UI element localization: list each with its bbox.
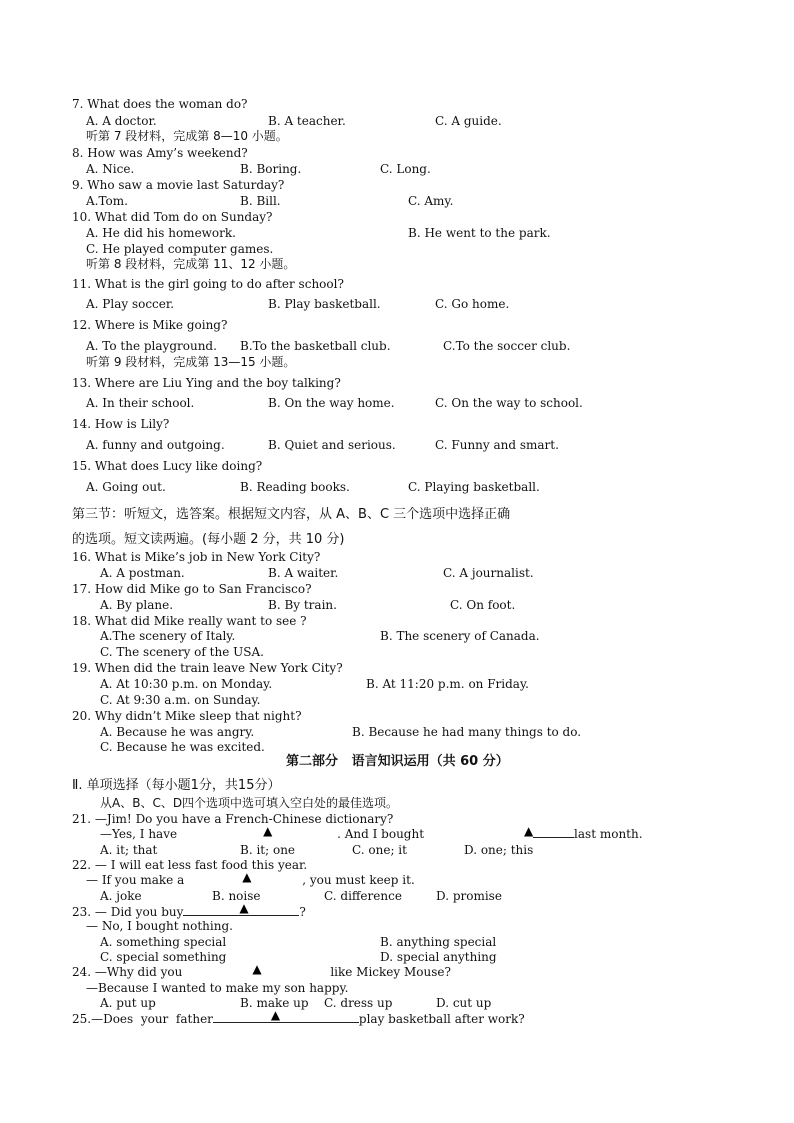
blank-marker-icon: ▲ <box>242 870 252 884</box>
q20-option-c: C. Because he was excited. <box>100 740 265 754</box>
question-21-line-1: 21. —Jim! Do you have a French-Chinese dictionary? <box>72 812 394 826</box>
question-8: 8. How was Amy’s weekend? <box>72 146 248 160</box>
question-14: 14. How is Lily? <box>72 417 170 431</box>
q21-blank-2 <box>424 824 574 838</box>
q24-option-c: C. dress up <box>324 996 393 1010</box>
q12-option-a: A. To the playground. <box>86 339 217 353</box>
q25-blank <box>213 1008 359 1023</box>
blank-marker-icon: ▲ <box>252 962 262 976</box>
question-24-line-2: —Because I wanted to make my son happy. <box>86 981 349 995</box>
q22-option-c: C. difference <box>324 889 402 903</box>
question-22-line-2 <box>86 870 415 887</box>
q25-text-b: play basketball after work? <box>358 1012 525 1026</box>
section-ii-instruction: 从A、B、C、D四个选项中选可填入空白处的最佳选项。 <box>100 796 399 810</box>
q21-option-d: D. one; this <box>464 843 534 857</box>
q7-option-b: B. A teacher. <box>268 114 346 128</box>
q23-text-b: ? <box>299 905 306 919</box>
q23-option-a: A. something special <box>100 935 227 949</box>
question-10: 10. What did Tom do on Sunday? <box>72 210 273 224</box>
q24-option-b: B. make up <box>240 996 309 1010</box>
q14-option-c: C. Funny and smart. <box>435 438 559 452</box>
question-25 <box>72 1008 525 1026</box>
question-21-line-2 <box>100 824 643 841</box>
q17-option-b: B. By train. <box>268 598 337 612</box>
q16-option-b: B. A waiter. <box>268 566 339 580</box>
q9-option-c: C. Amy. <box>408 194 454 208</box>
question-22-line-1: 22. — I will eat less fast food this year. <box>72 858 308 872</box>
q13-option-c: C. On the way to school. <box>435 396 583 410</box>
q21-option-b: B. it; one <box>240 843 296 857</box>
q15-option-a: A. Going out. <box>86 480 166 494</box>
q24-blank <box>182 962 330 976</box>
q24-option-a: A. put up <box>100 996 156 1010</box>
question-20: 20. Why didn’t Mike sleep that night? <box>72 709 302 723</box>
q15-option-b: B. Reading books. <box>240 480 350 494</box>
q9-option-a: A.Tom. <box>86 194 128 208</box>
q16-option-a: A. A postman. <box>100 566 185 580</box>
question-16: 16. What is Mike’s job in New York City? <box>72 550 321 564</box>
q24-text-a: 24. —Why did you <box>72 965 183 979</box>
part-2-heading: 第二部分 语言知识运用（共 60 分） <box>286 754 509 769</box>
q21-text-a: —Yes, I have <box>100 827 178 841</box>
section-3-instruction-line-2: 的选项。短文读两遍。(每小题 2 分，共 10 分) <box>72 532 345 547</box>
q23-text-a: 23. — Did you buy <box>72 905 184 919</box>
q22-option-d: D. promise <box>436 889 502 903</box>
q11-option-a: A. Play soccer. <box>86 297 175 311</box>
question-23-line-2: — No, I bought nothing. <box>86 919 233 933</box>
blank-marker-icon: ▲ <box>263 824 273 838</box>
question-9: 9. Who saw a movie last Saturday? <box>72 178 285 192</box>
q19-option-a: A. At 10:30 p.m. on Monday. <box>100 677 273 691</box>
q12-option-c: C.To the soccer club. <box>443 339 571 353</box>
question-19: 19. When did the train leave New York City? <box>72 661 343 675</box>
q22-text-b: , you must keep it. <box>302 873 415 887</box>
q14-option-b: B. Quiet and serious. <box>268 438 396 452</box>
q20-option-a: A. Because he was angry. <box>100 725 255 739</box>
q23-option-d: D. special anything <box>380 950 497 964</box>
q22-option-b: B. noise <box>212 889 261 903</box>
q17-option-a: A. By plane. <box>100 598 174 612</box>
blank-marker-icon: ▲ <box>239 901 249 915</box>
q25-text-a: 25.—Does your father <box>72 1012 213 1026</box>
q9-option-b: B. Bill. <box>240 194 281 208</box>
q15-option-c: C. Playing basketball. <box>408 480 540 494</box>
q8-option-a: A. Nice. <box>86 162 135 176</box>
section-ii-heading: Ⅱ. 单项选择（每小题1分，共15分） <box>72 778 281 793</box>
q23-blank <box>183 901 299 916</box>
question-7: 7. What does the woman do? <box>72 97 248 111</box>
q21-option-a: A. it; that <box>100 843 158 857</box>
question-12: 12. Where is Mike going? <box>72 318 228 332</box>
q24-text-b: like Mickey Mouse? <box>330 965 451 979</box>
q16-option-c: C. A journalist. <box>443 566 534 580</box>
instruction-passage-8: 听第 8 段材料，完成第 11、12 小题。 <box>86 257 296 271</box>
q20-option-b: B. Because he had many things to do. <box>352 725 582 739</box>
q18-option-c: C. The scenery of the USA. <box>100 645 264 659</box>
q12-option-b: B.To the basketball club. <box>240 339 391 353</box>
q23-option-c: C. special something <box>100 950 227 964</box>
q14-option-a: A. funny and outgoing. <box>86 438 225 452</box>
q7-option-c: C. A guide. <box>435 114 502 128</box>
q19-option-c: C. At 9:30 a.m. on Sunday. <box>100 693 261 707</box>
q11-option-b: B. Play basketball. <box>268 297 381 311</box>
q11-option-c: C. Go home. <box>435 297 510 311</box>
instruction-passage-7: 听第 7 段材料，完成第 8—10 小题。 <box>86 129 288 143</box>
blank-marker-icon: ▲ <box>524 824 534 838</box>
blank-marker-icon: ▲ <box>270 1008 281 1022</box>
q18-option-b: B. The scenery of Canada. <box>380 629 540 643</box>
q18-option-a: A.The scenery of Italy. <box>100 629 236 643</box>
question-15: 15. What does Lucy like doing? <box>72 459 263 473</box>
q13-option-a: A. In their school. <box>86 396 195 410</box>
q8-option-b: B. Boring. <box>240 162 302 176</box>
q7-option-a: A. A doctor. <box>86 114 157 128</box>
question-23-line-1 <box>72 901 306 919</box>
q21-text-b: . And I bought <box>337 827 425 841</box>
q10-option-a: A. He did his homework. <box>86 226 236 240</box>
q23-option-b: B. anything special <box>380 935 497 949</box>
q10-option-c: C. He played computer games. <box>86 242 274 256</box>
q8-option-c: C. Long. <box>380 162 431 176</box>
question-11: 11. What is the girl going to do after school? <box>72 277 344 291</box>
q21-text-c: last month. <box>574 827 643 841</box>
q22-text-a: — If you make a <box>86 873 185 887</box>
q19-option-b: B. At 11:20 p.m. on Friday. <box>366 677 529 691</box>
question-24-line-1 <box>72 962 451 979</box>
q13-option-b: B. On the way home. <box>268 396 395 410</box>
q21-option-c: C. one; it <box>352 843 407 857</box>
section-3-instruction-line-1: 第三节：听短文，选答案。根据短文内容，从 A、B、C 三个选项中选择正确 <box>72 507 511 522</box>
question-13: 13. Where are Liu Ying and the boy talking? <box>72 376 341 390</box>
instruction-passage-9: 听第 9 段材料，完成第 13—15 小题。 <box>86 355 296 369</box>
question-17: 17. How did Mike go to San Francisco? <box>72 582 312 596</box>
q22-option-a: A. joke <box>100 889 142 903</box>
q24-option-d: D. cut up <box>436 996 492 1010</box>
q22-blank <box>184 870 302 884</box>
q10-option-b: B. He went to the park. <box>408 226 551 240</box>
q17-option-c: C. On foot. <box>450 598 516 612</box>
q21-blank-1 <box>177 824 337 838</box>
question-18: 18. What did Mike really want to see ? <box>72 614 307 628</box>
